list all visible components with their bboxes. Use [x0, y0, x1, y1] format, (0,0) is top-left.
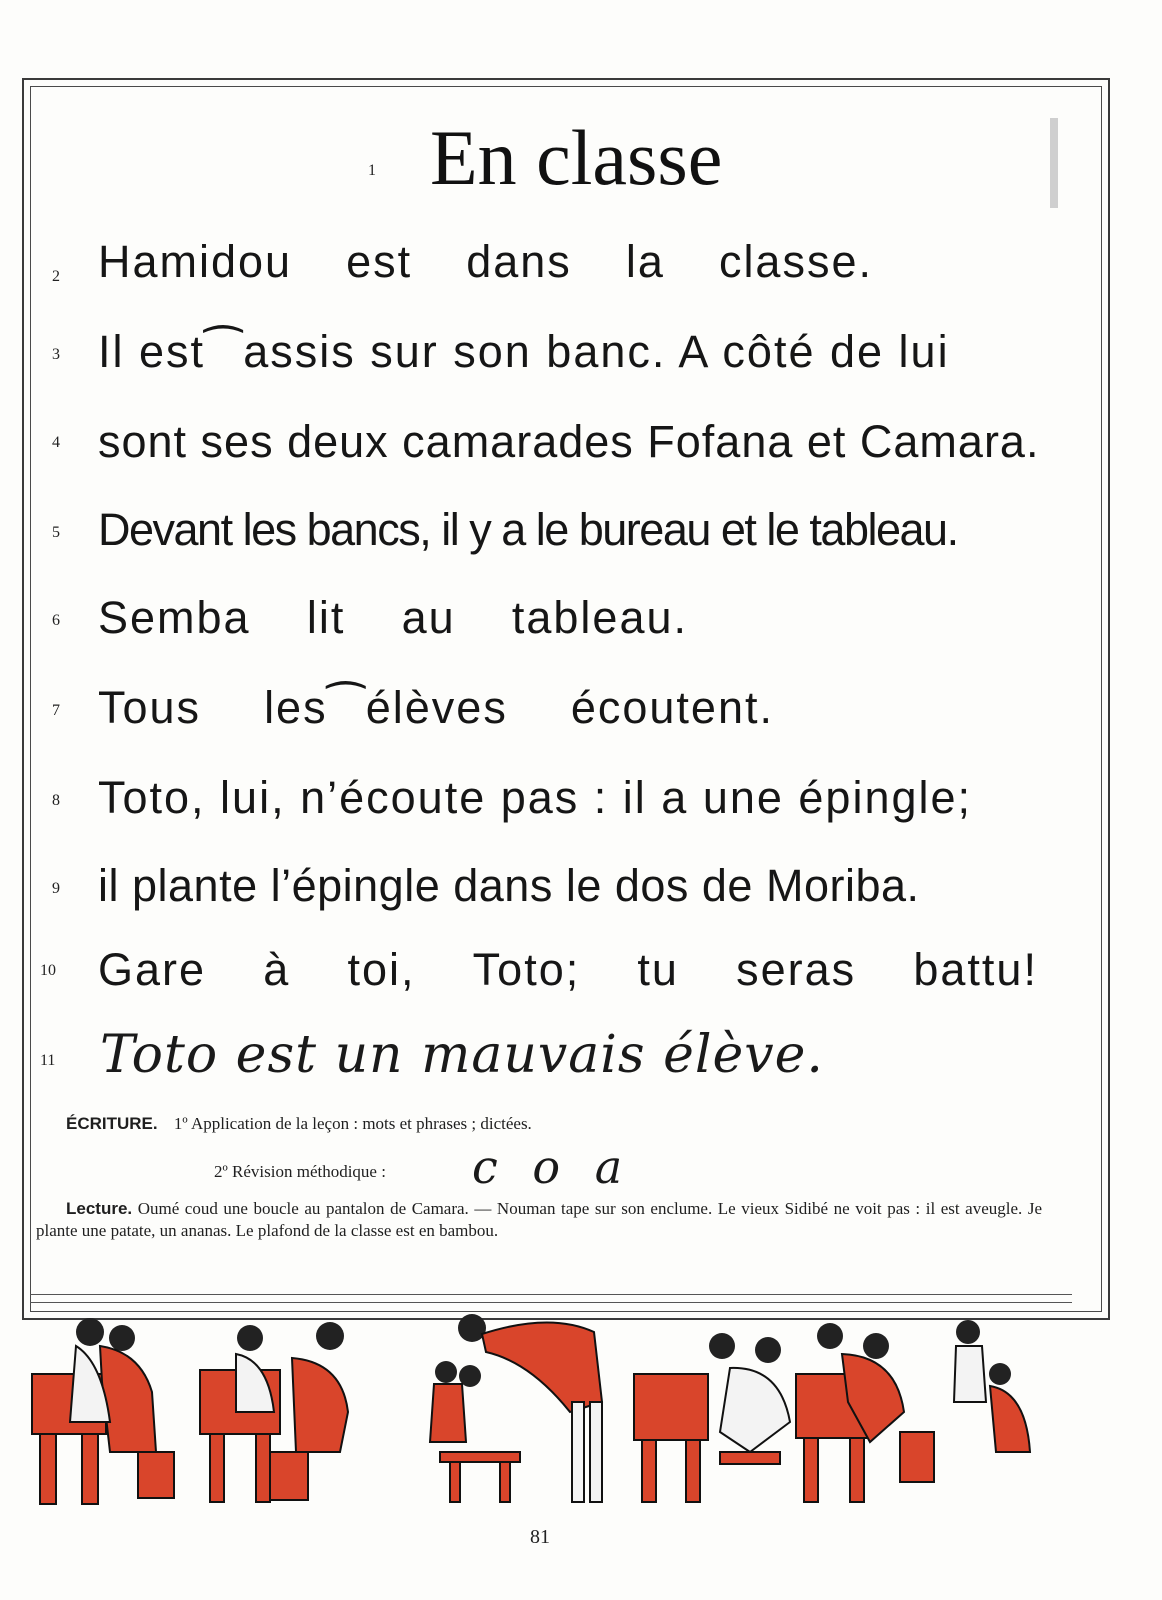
line-number: 2: [52, 268, 60, 285]
title-row: [0, 108, 1162, 208]
word: Semba: [98, 592, 251, 643]
classroom-illustration: [30, 1302, 1072, 1512]
word: Tous: [98, 682, 202, 733]
word: écoutent.: [570, 682, 774, 733]
word: toi,: [347, 944, 416, 995]
desk-scene-left: [32, 1318, 174, 1504]
reading-line: il plante l’épingle dans le dos de Moriba.: [98, 860, 920, 911]
word: Toto;: [472, 944, 581, 995]
desk-scene-fourth: [634, 1333, 790, 1502]
reading-line: Il est⁀assis sur son banc. A côté de lui: [98, 326, 950, 377]
reading-line: Toto, lui, n’écoute pas : il a une épingle;: [98, 772, 973, 823]
ecriture-label: ÉCRITURE.: [66, 1114, 158, 1133]
reading-line: [98, 232, 873, 292]
line-number: 6: [52, 612, 60, 629]
lecture-paragraph: [36, 1198, 1042, 1242]
line-number: 7: [52, 702, 60, 719]
reading-line: Devant les bancs, il y a le bureau et le tableau.: [98, 504, 958, 555]
desk-scene-right: [796, 1320, 1030, 1502]
line-number: 1: [368, 162, 376, 179]
reading-line: sont ses deux camarades Fofana et Camara.: [98, 416, 1040, 467]
line-number: 3: [52, 346, 60, 363]
word: Hamidou: [98, 236, 293, 287]
teacher-scene: [430, 1314, 602, 1502]
line-number: 5: [52, 524, 60, 541]
word: classe.: [718, 236, 873, 287]
word: tableau.: [511, 592, 688, 643]
word: la: [625, 236, 665, 287]
ecriture-item1-text: 1º Application de la leçon : mots et phrases ; dictées.: [173, 1114, 532, 1133]
word: au: [401, 592, 456, 643]
word: tu: [637, 944, 679, 995]
reading-line: [98, 678, 774, 738]
word: lit: [306, 592, 346, 643]
ecriture-item1: [66, 1114, 532, 1134]
line-number: 10: [40, 962, 56, 979]
word: dans: [466, 236, 572, 287]
ecriture-item2: 2º Révision méthodique :: [214, 1162, 386, 1181]
lesson-title: En classe: [430, 114, 723, 201]
word: battu!: [913, 944, 1038, 995]
page-number: 81: [530, 1526, 550, 1548]
reading-line: [98, 588, 688, 648]
word: Gare: [98, 944, 207, 995]
line-number: 11: [40, 1052, 56, 1069]
word: seras: [736, 944, 857, 995]
word: à: [263, 944, 291, 995]
line-number: 8: [52, 792, 60, 809]
revision-letters: c o a: [472, 1140, 633, 1194]
lecture-label: Lecture.: [66, 1199, 133, 1218]
desk-scene-second: [200, 1322, 348, 1502]
word: les⁀élèves: [264, 682, 508, 733]
word: est: [346, 236, 413, 287]
reading-line: [98, 940, 1038, 1000]
cursive-sentence: Toto est un mauvais élève.: [100, 1025, 824, 1085]
line-number: 9: [52, 880, 60, 897]
lecture-text: Oumé coud une boucle au pantalon de Camara. — Nouman tape sur son enclume. Le vieux Sidibé ne voit pas : il est aveugle. Je plante une patate, un ananas. Le plafond de la classe est en bambou.: [36, 1199, 1042, 1240]
line-number: 4: [52, 434, 60, 451]
divider-line: [30, 1294, 1072, 1295]
